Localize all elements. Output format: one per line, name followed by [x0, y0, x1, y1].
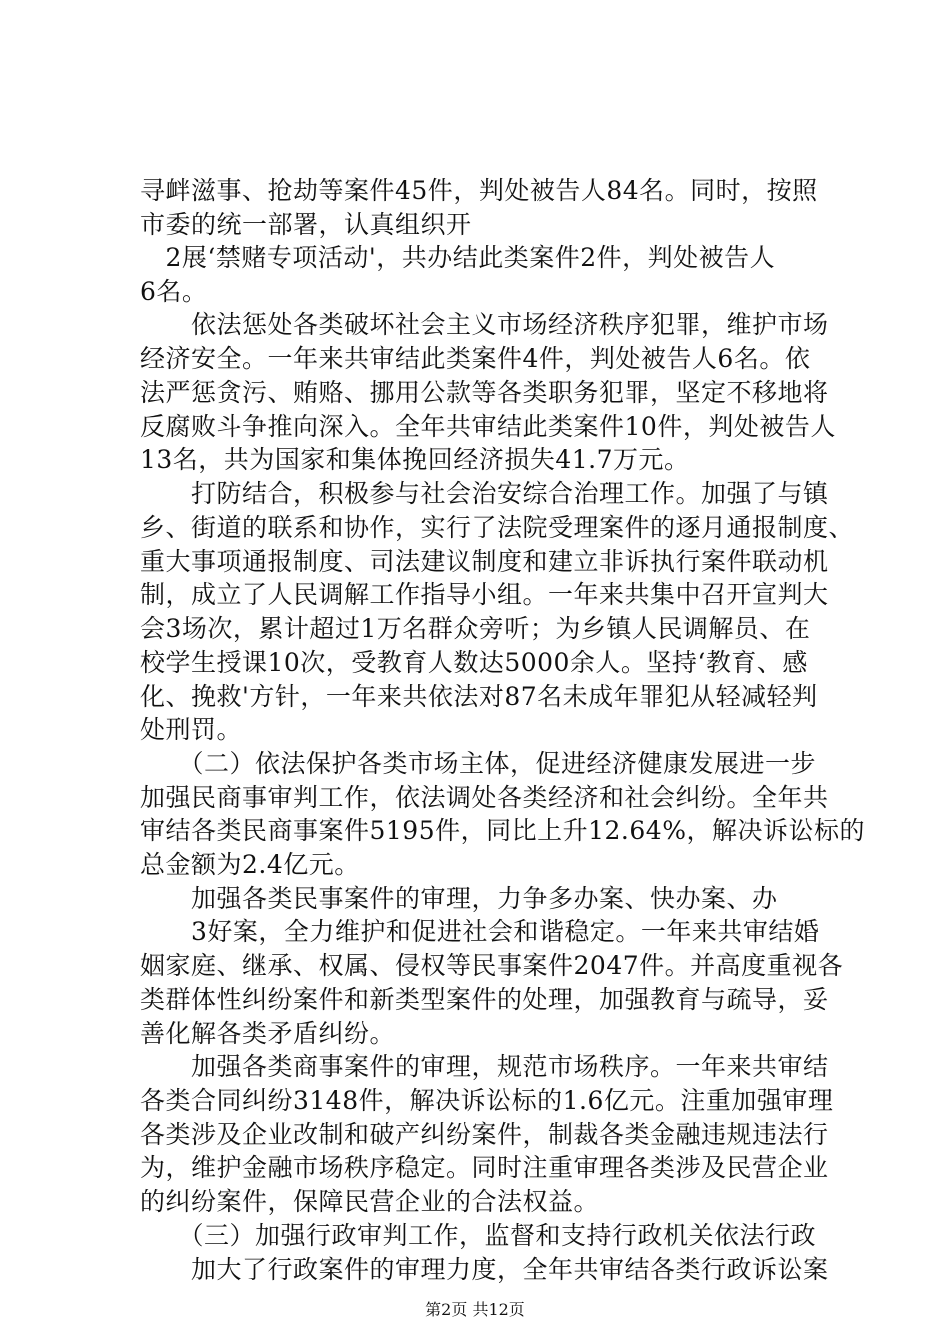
body-text-line: 加大了行政案件的审理力度，全年共审结各类行政诉讼案 [140, 1255, 829, 1284]
body-text-line: 6名。 [140, 277, 208, 306]
body-text-line: 经济安全。一年来共审结此类案件4件，判处被告人6名。依 [140, 344, 811, 373]
page-number-footer: 第2页 共12页 [425, 1300, 525, 1319]
body-text-line: 乡、街道的联系和协作，实行了法院受理案件的逐月通报制度、 [140, 513, 855, 542]
body-text-line: 3好案，全力维护和促进社会和谐稳定。一年来共审结婚 [140, 917, 820, 946]
body-text-line: 类群体性纠纷案件和新类型案件的处理，加强教育与疏导，妥 [140, 985, 829, 1014]
body-text-line: 校学生授课10次，受教育人数达5000余人。坚持‘教育、感 [140, 648, 808, 677]
body-text-line: 打防结合，积极参与社会治安综合治理工作。加强了与镇 [140, 479, 829, 508]
body-text-line: 姻家庭、继承、权属、侵权等民事案件2047件。并高度重视各 [140, 951, 844, 980]
body-text-line: 重大事项通报制度、司法建议制度和建立非诉执行案件联动机 [140, 547, 829, 576]
body-text-line: 加强民商事审判工作，依法调处各类经济和社会纠纷。全年共 [140, 783, 829, 812]
body-text-line: 市委的统一部署，认真组织开 [140, 210, 472, 239]
body-text-line: 2展‘禁赌专项活动'，共办结此类案件2件，判处被告人 [140, 243, 776, 272]
body-text-line: 总金额为2.4亿元。 [140, 850, 360, 879]
body-text-line: 的纠纷案件，保障民营企业的合法权益。 [140, 1187, 600, 1216]
body-text-line: 加强各类民事案件的审理，力争多办案、快办案、办 [140, 884, 778, 913]
body-text-line: 会3场次，累计超过1万名群众旁听；为乡镇人民调解员、在 [140, 614, 811, 643]
body-text-line: 寻衅滋事、抢劫等案件45件，判处被告人84名。同时，按照 [140, 176, 818, 205]
body-text-line: 13名，共为国家和集体挽回经济损失41.7万元。 [140, 445, 690, 474]
body-text-line: 审结各类民商事案件5195件，同比上升12.64%，解决诉讼标的 [140, 816, 865, 845]
body-text-line: （二）依法保护各类市场主体，促进经济健康发展进一步 [140, 749, 817, 778]
body-text-line: 善化解各类矛盾纠纷。 [140, 1019, 396, 1048]
body-text-line: 依法惩处各类破坏社会主义市场经济秩序犯罪，维护市场 [140, 310, 829, 339]
body-text-line: 反腐败斗争推向深入。全年共审结此类案件10件，判处被告人 [140, 412, 836, 441]
body-text-line: 制，成立了人民调解工作指导小组。一年来共集中召开宣判大 [140, 580, 829, 609]
body-text-line: 为，维护金融市场秩序稳定。同时注重审理各类涉及民营企业 [140, 1153, 829, 1182]
body-text-line: 处刑罚。 [140, 715, 243, 744]
body-text-line: （三）加强行政审判工作，监督和支持行政机关依法行政 [140, 1221, 817, 1250]
body-text-line: 各类合同纠纷3148件，解决诉讼标的1.6亿元。注重加强审理 [140, 1086, 834, 1115]
body-text-line: 各类涉及企业改制和破产纠纷案件，制裁各类金融违规违法行 [140, 1120, 829, 1149]
body-text-line: 化、挽救'方针，一年来共依法对87名未成年罪犯从轻减轻判 [140, 682, 818, 711]
body-text-line: 法严惩贪污、贿赂、挪用公款等各类职务犯罪，坚定不移地将 [140, 378, 829, 407]
body-text-line: 加强各类商事案件的审理，规范市场秩序。一年来共审结 [140, 1052, 829, 1081]
